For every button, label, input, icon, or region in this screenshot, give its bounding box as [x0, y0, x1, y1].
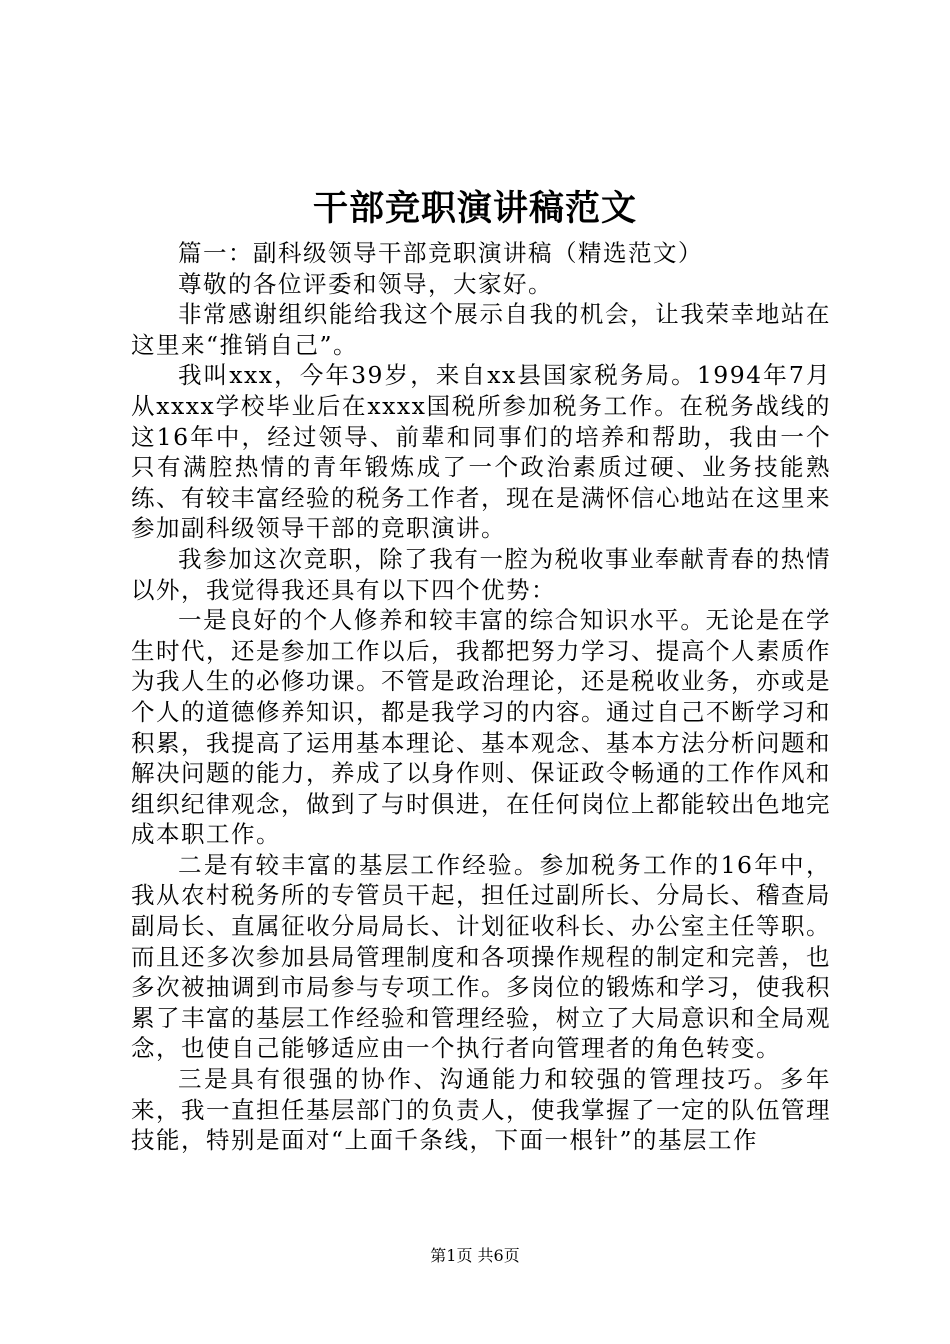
- paragraph-advantages-intro: 我参加这次竞职，除了我有一腔为税收事业奉献青春的热情以外，我觉得我还具有以下四个优势：: [131, 544, 831, 604]
- paragraph-greeting: 尊敬的各位评委和领导，大家好。: [178, 269, 553, 298]
- paragraph-thanks: 非常感谢组织能给我这个展示自我的机会，让我荣幸地站在这里来“推销自己”。: [131, 300, 831, 359]
- paragraph-section-heading: 篇一：副科级领导干部竞职演讲稿（精选范文）: [178, 239, 703, 267]
- paragraph-introduction: 我叫xxx，今年39岁，来自xx县国家税务局。1994年7月从xxxx学校毕业后在xxxx国税所参加税务工作。在税务战线的这16年中，经过领导、前辈和同事们的培养和帮助，我由一个只有满腔热情的青年锻炼成了一个政治素质过硬、业务技能熟练、有较丰富经验的税务工作者，现在是满怀信心地站在这里来参加副科级领导干部的竞职演讲。: [131, 361, 831, 543]
- document-body: [131, 238, 831, 1156]
- paragraph-advantage-three: 三是具有很强的协作、沟通能力和较强的管理技巧。多年来，我一直担任基层部门的负责人，使我掌握了一定的队伍管理技能，特别是面对“上面千条线，下面一根针”的基层工作: [131, 1065, 831, 1155]
- page-number-footer: 第1页 共6页: [430, 1246, 520, 1265]
- paragraph-advantage-one: 一是良好的个人修养和较丰富的综合知识水平。无论是在学生时代，还是参加工作以后，我都把努力学习、提高个人素质作为我人生的必修功课。不管是政治理论，还是税收业务，亦或是个人的道德修养知识，都是我学习的内容。通过自己不断学习和积累，我提高了运用基本理论、基本观念、基本方法分析问题和解决问题的能力，养成了以身作则、保证政令畅通的工作作风和组织纪律观念，做到了与时俱进，在任何岗位上都能较出色地完成本职工作。: [131, 606, 831, 849]
- document-title: 干部竞职演讲稿范文: [312, 188, 637, 229]
- paragraph-advantage-two: 二是有较丰富的基层工作经验。参加税务工作的16年中，我从农村税务所的专管员干起，担任过副所长、分局长、稽查局副局长、直属征收分局局长、计划征收科长、办公室主任等职。而且还多次参加县局管理制度和各项操作规程的制定和完善，也多次被抽调到市局参与专项工作。多岗位的锻炼和学习，使我积累了丰富的基层工作经验和管理经验，树立了大局意识和全局观念，也使自己能够适应由一个执行者向管理者的角色转变。: [131, 850, 831, 1063]
